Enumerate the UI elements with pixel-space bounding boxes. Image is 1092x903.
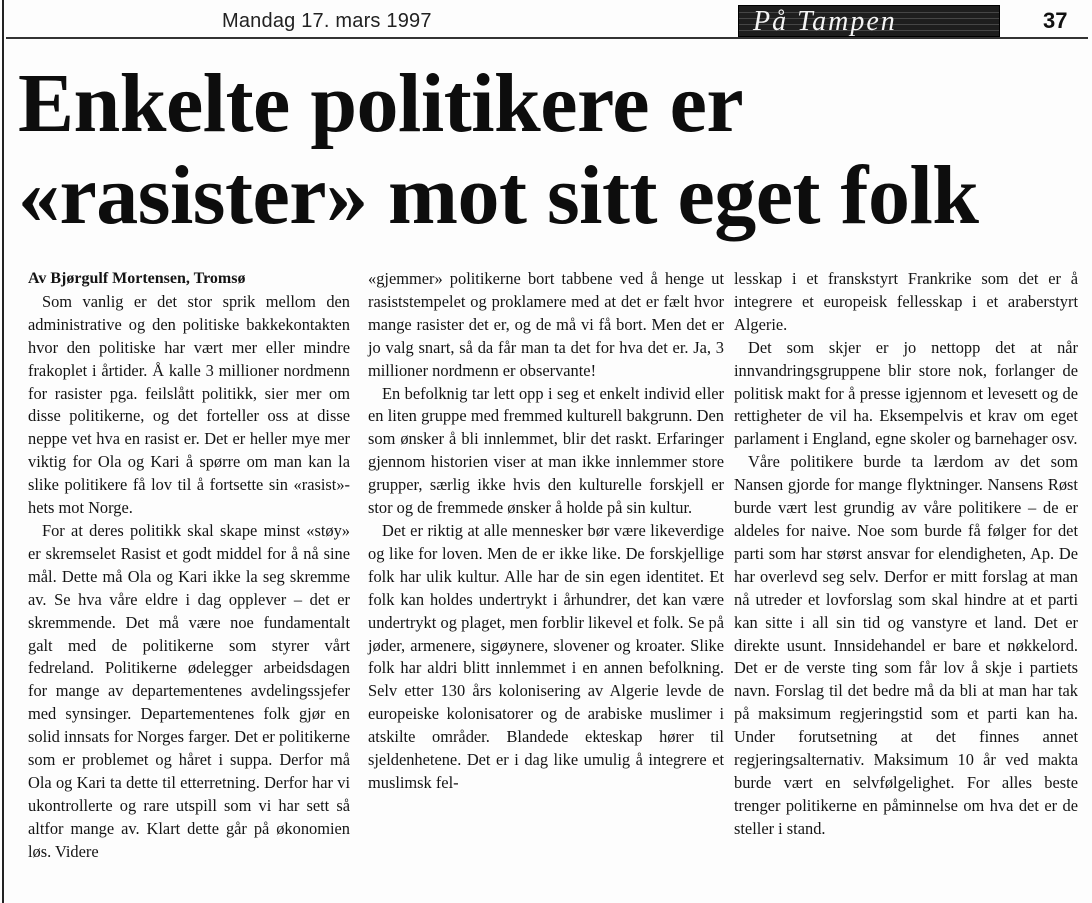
paragraph: Våre politikere burde ta lærdom av det som Nansen gjorde for mange flyktninger. Nansens Røst burde vært lest grundig av våre politikere – de er aldeles for naive. Noe som burde få følger for det parti som har størst ansvar for elendigheten, Ap. De har overlevd seg selv. Derfor er mitt forslag at man nå utreder et lovforslag som skal hindre at et parti kan sitte i all sin tid og vanstyre et land. Det er direkte usunt. Innsidehandel er bare et nøkkelord. Det er de verste ting som får lov å skje i partiets navn. Forslag til det bedre må da bli at man har tak på maksimum regjeringstid som et parti kan ha. Under forutsetning at det finnes annet regjeringsalternativ. Maksimum 10 år ved makta burde vært en selvfølgelighet. For alles beste trenger politikerne en påminnelse om hva det er de steller i stand. <box>734 452 1078 838</box>
paragraph: lesskap i et franskstyrt Frankrike som det er å integrere et europeisk fellesskap i et araberstyrt Algerie. <box>734 269 1078 334</box>
byline: Av Bjørgulf Mortensen, Tromsø <box>28 270 246 287</box>
article-column-2 <box>368 268 724 795</box>
section-title: På Tampen <box>753 6 897 37</box>
page-number: 37 <box>1043 8 1068 33</box>
headline-line-2: «rasister» mot sitt eget folk <box>18 149 979 242</box>
left-column-rule <box>2 0 4 903</box>
page-header <box>0 0 1092 50</box>
paragraph: Som vanlig er det stor sprik mellom den administrative og den politiske bakkekontakten hvor den politiske har vært mer eller mindre frakoplet i årtider. Å kalle 3 millioner nordmenn for rasister pga. feilslått politikk, sier mer om disse politikerne, og det forteller oss at disse neppe vet hva en rasist er. Det er heller mye mer viktig for Ola og Kari å spørre om man kan la slike politikere få lov til å fortsette sin «rasist»-hets mot Norge. <box>28 291 350 518</box>
article-column-3 <box>734 268 1078 841</box>
paragraph: For at deres politikk skal skape minst «støy» er skremselet Rasist et godt middel for å nå sine mål. Dette må Ola og Kari ikke la seg skremme av. Se hva våre eldre i dag opplever – det er skremmende. Det må være noe fundamentalt galt med de politikerne som styrer vårt fedreland. Politikerne ødelegger arbeidsdagen for mange av departementenes avdelingssjefer med synsinger. Departementenes folk gjør en solid innsats for Norges farger. Det er politikerne som er problemet og håret i suppa. Derfor må Ola og Kari ta dette til etterretning. Derfor har vi ukontrollerte og rare utspill som vi har sett så altfor mange av. Klart dette går på økonomien løs. Videre <box>28 520 350 861</box>
paragraph: Det er riktig at alle mennesker bør være likeverdige og like for loven. Men de er ikke like. De forskjellige folk har ulik kultur. Alle har de sin egen identitet. Et folk kan holdes undertrykt i århundrer, det kan være undertrykt og plaget, men forblir likevel et folk. Se på jøder, armenere, sigøynere, slovener og kroater. Slike folk har aldri blitt innlemmet i en annen befolkning. Selv etter 130 års kolonisering av Algerie levde de europeiske kolonisatorer og de arabiske muslimer i atskilte områder. Blandede ekteskap hører til sjeldenhetene. Det er i dag like umulig å integrere et muslimsk fel- <box>368 520 724 792</box>
article-body <box>22 268 1086 898</box>
headline-line-1: Enkelte politikere er <box>18 57 744 150</box>
section-logo <box>738 5 1000 37</box>
article-headline <box>18 58 1088 242</box>
article-column-1 <box>28 268 350 864</box>
paragraph: Det som skjer er jo nettopp det at når innvandringsgruppene blir store nok, forlanger de politisk makt for å presse igjennom et levesett og de rettigheter de vil ha. Eksempelvis et krav om eget parlament i England, egne skoler og barnehager osv. <box>734 337 1078 449</box>
paragraph: «gjemmer» politikerne bort tabbene ved å henge ut rasiststempelet og proklamere med at det er fælt hvor mange rasister det er, og de må vi få bort. Men det er jo valg snart, så da får man ta det for hva det er. Ja, 3 millioner nordmenn er observante! <box>368 269 724 380</box>
paragraph: En befolknig tar lett opp i seg et enkelt individ eller en liten gruppe med fremmed kulturell bakgrunn. Den som ønsker å bli innlemmet, blir det raskt. Erfaringer gjennom historien viser at man ikke innlemmer store grupper, særlig ikke hvis den kulturelle forskjell er stor og de fremmede ønsker å holde på sin kultur. <box>368 383 724 518</box>
issue-date: Mandag 17. mars 1997 <box>222 10 432 32</box>
header-rule <box>6 37 1088 39</box>
